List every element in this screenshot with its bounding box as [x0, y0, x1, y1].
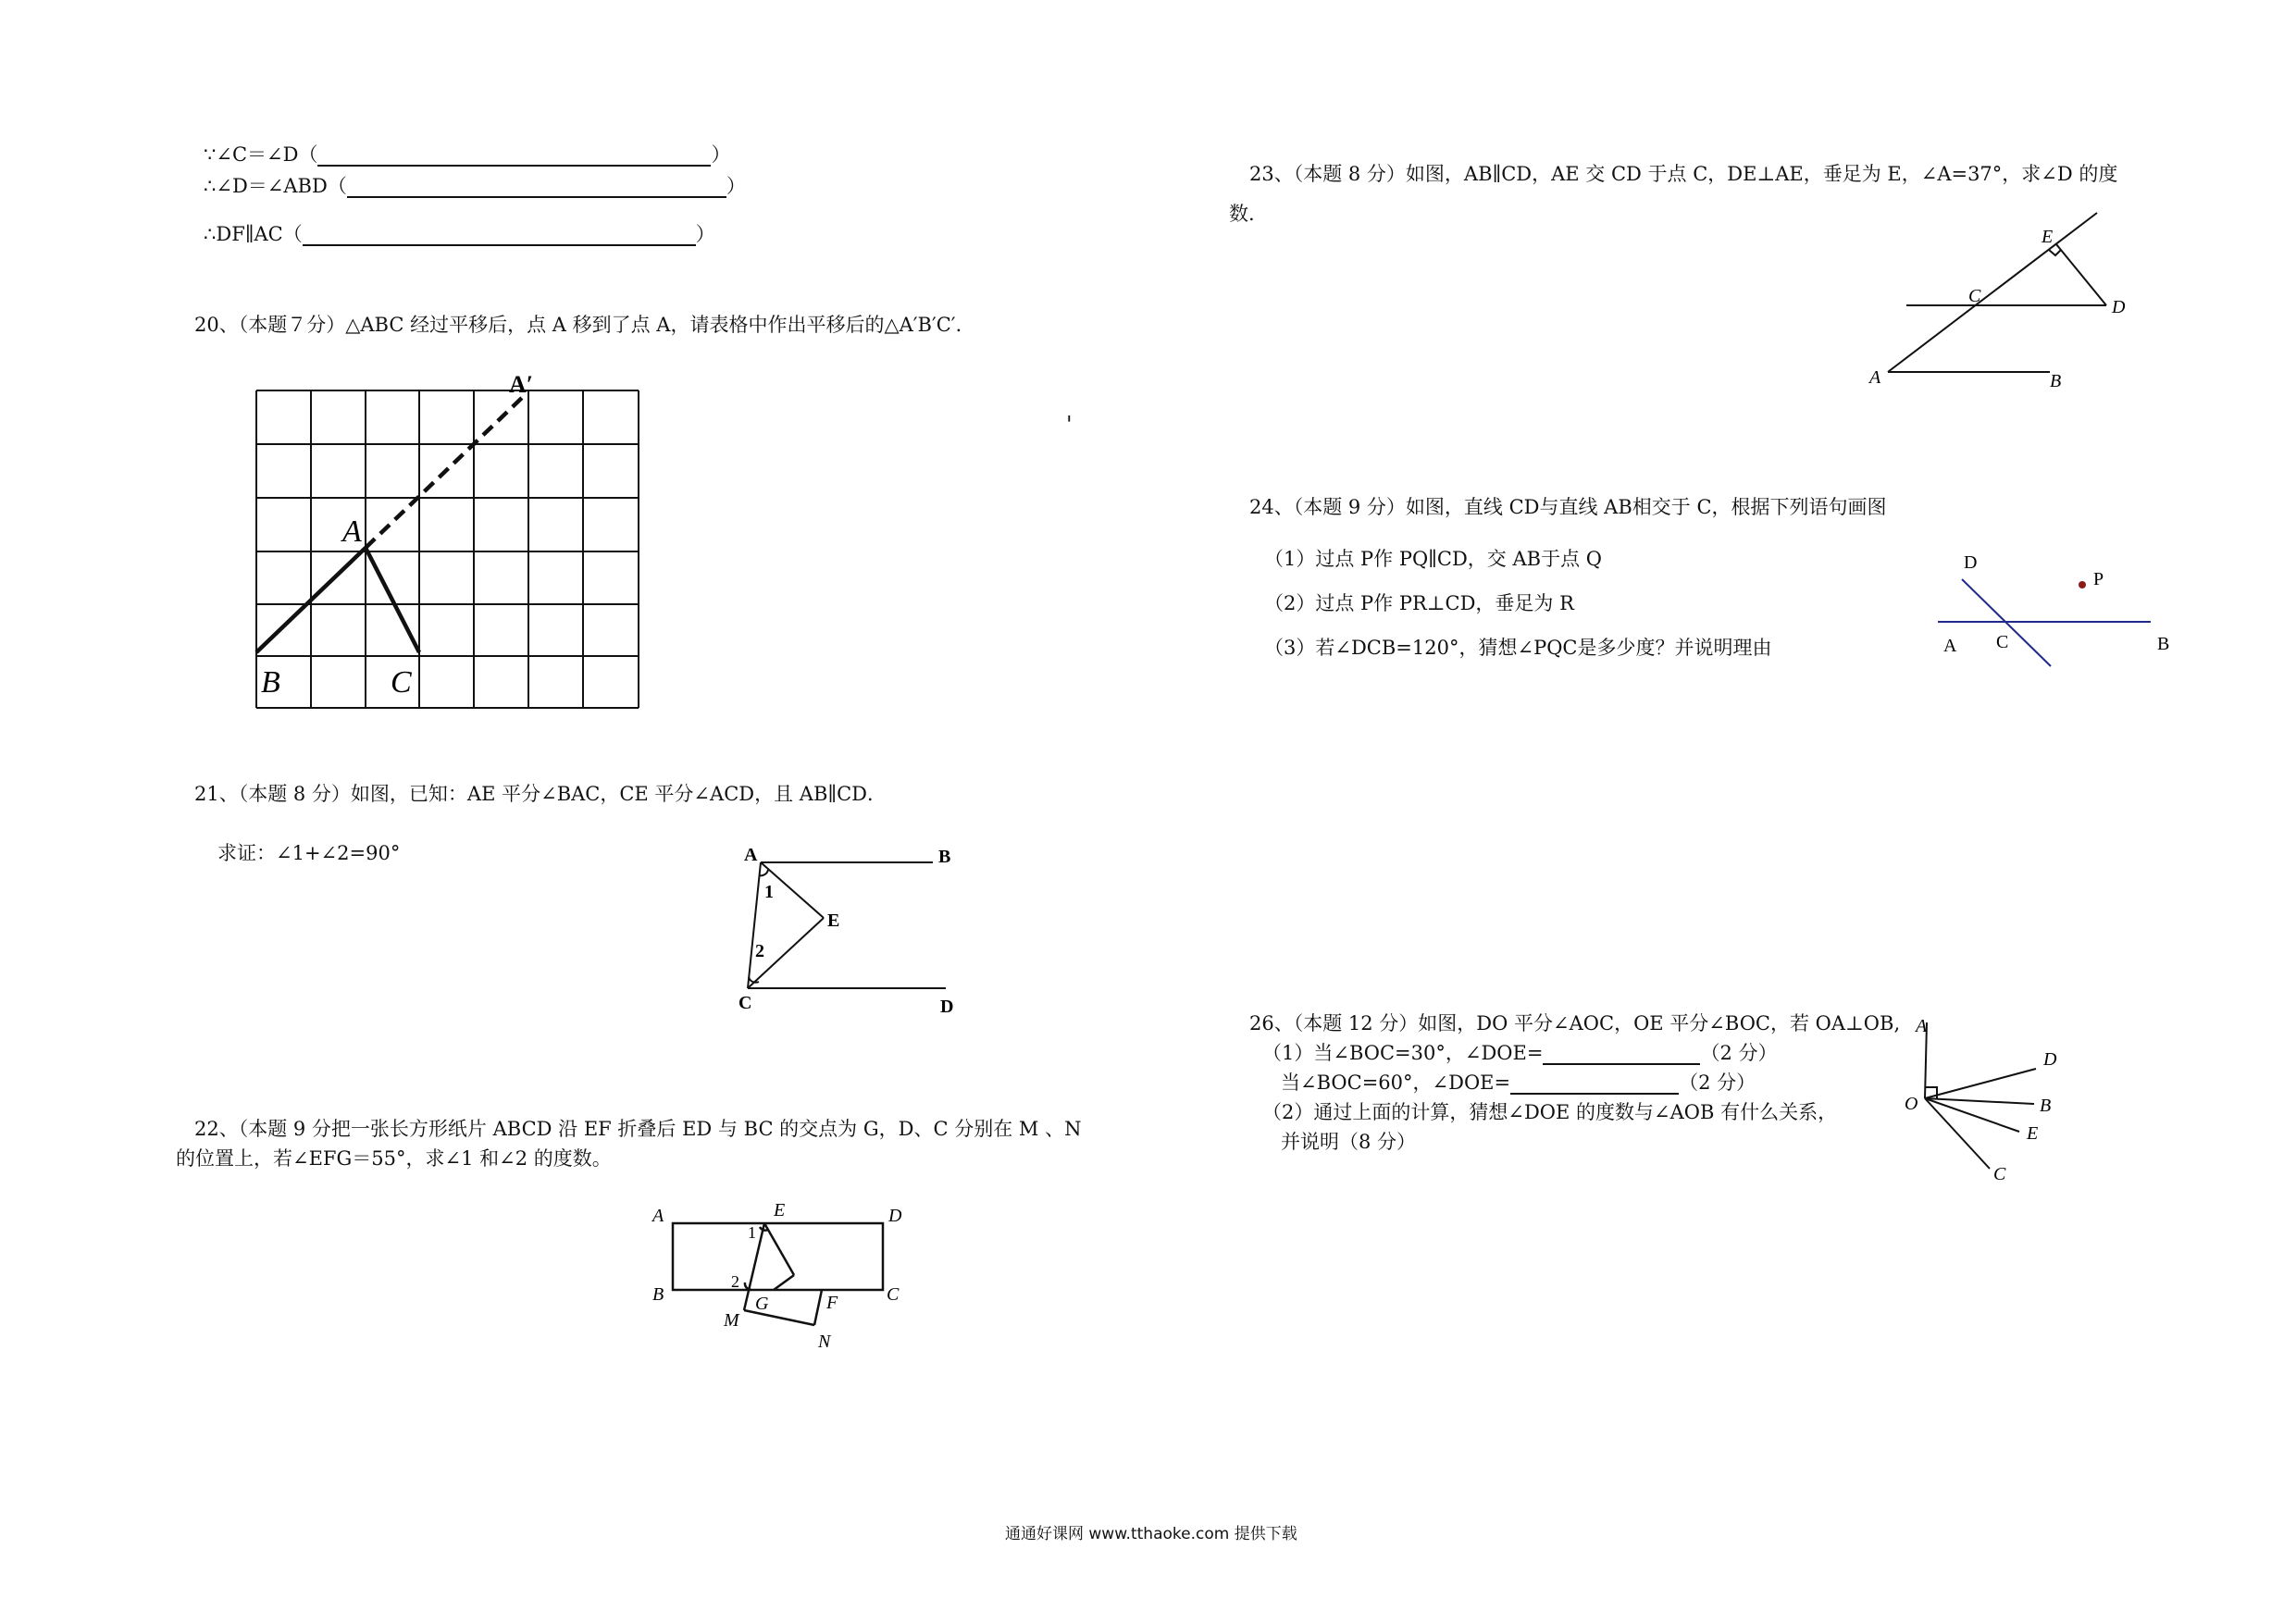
q19-line2: ∴∠D＝∠ABD（ ） — [204, 175, 746, 197]
label-A: A — [342, 514, 362, 549]
q26-figure — [1897, 1013, 2082, 1189]
q23-figure — [1851, 204, 2128, 398]
q22-label-F: F — [826, 1293, 838, 1313]
q23-line1: 23、（本题 8 分）如图，AB∥CD，AE 交 CD 于点 C，DE⊥AE，垂足为 E，∠A=37°，求∠D 的度 — [1249, 163, 2118, 185]
q22-label-2: 2 — [731, 1272, 739, 1291]
q23-label-E: E — [2042, 227, 2054, 247]
q21-label-D: D — [940, 997, 954, 1017]
q26-blank1[interactable] — [1543, 1063, 1700, 1065]
q22-label-C: C — [887, 1284, 900, 1305]
q26-label-A: A — [1916, 1016, 1928, 1036]
stray-mark: ' — [1066, 412, 1073, 438]
q21-label-E: E — [827, 911, 840, 931]
q26-blank2[interactable] — [1510, 1093, 1679, 1095]
q21-prove: 求证：∠1+∠2=90° — [217, 842, 401, 864]
q19-line3: ∴DF∥AC（ ） — [204, 223, 715, 245]
q23-label-A: A — [1869, 367, 1881, 388]
q22-label-A: A — [652, 1206, 664, 1226]
q22-line2: 的位置上，若∠EFG＝55°，求∠1 和∠2 的度数。 — [176, 1147, 612, 1170]
q22-label-1: 1 — [748, 1223, 756, 1242]
q22-label-B: B — [652, 1284, 664, 1305]
q19-blank3[interactable] — [303, 244, 696, 246]
q26-label-C: C — [1993, 1164, 2006, 1184]
q26-label-E: E — [2027, 1123, 2039, 1144]
q26-text: 26、（本题 12 分）如图，DO 平分∠AOC，OE 平分∠BOC，若 OA⊥OB, — [1249, 1012, 1901, 1035]
q26-label-B: B — [2040, 1096, 2052, 1116]
q22-figure — [639, 1194, 916, 1360]
q24-item2: （2）过点 P作 PR⊥CD，垂足为 R — [1264, 592, 1574, 614]
q24-label-B: B — [2157, 634, 2170, 654]
q21-figure — [731, 842, 972, 1027]
segment-AC — [366, 548, 419, 652]
q22-label-D: D — [888, 1206, 902, 1226]
q19-blank1[interactable] — [317, 165, 711, 167]
q23-line2: 数. — [1229, 203, 1255, 225]
q26-item2: （2）通过上面的计算，猜想∠DOE 的度数与∠AOB 有什么关系， — [1262, 1101, 1838, 1123]
q19-blank2[interactable] — [347, 196, 726, 198]
translation-dashed-line — [366, 396, 524, 548]
q23-label-D: D — [2112, 297, 2126, 317]
q21-label-1: 1 — [764, 882, 774, 902]
label-C: C — [391, 665, 412, 700]
q26-label-D: D — [2043, 1049, 2057, 1070]
q24-item1: （1）过点 P作 PQ∥CD，交 AB于点 Q — [1264, 548, 1602, 570]
q26-item1c: 当∠BOC=60°，∠DOE= （2 分） — [1281, 1072, 1756, 1094]
point-P — [2079, 581, 2086, 588]
q21-label-2: 2 — [755, 941, 764, 961]
q22-label-G: G — [755, 1294, 769, 1314]
q21-label-B: B — [938, 847, 951, 867]
q24-text: 24、（本题 9 分）如图，直线 CD与直线 AB相交于 C，根据下列语句画图 — [1249, 496, 1887, 518]
rectangle-ABCD — [673, 1223, 883, 1290]
q24-label-A: A — [1943, 636, 1957, 656]
q21-text: 21、（本题 8 分）如图，已知：AE 平分∠BAC，CE 平分∠ACD，且 AB∥CD． — [194, 783, 887, 805]
grid-lines — [256, 390, 639, 708]
q20-text: 20、（本题７分）△ABC 经过平移后，点 A 移到了点 A，请表格中作出平移后的△A′B′C′． — [194, 314, 975, 336]
q24-item3: （3）若∠DCB=120°，猜想∠PQC是多少度？并说明理由 — [1264, 637, 1772, 659]
q24-label-C: C — [1996, 632, 2009, 652]
label-B: B — [261, 665, 280, 700]
q20-grid-figure — [241, 370, 666, 722]
q21-label-C: C — [738, 993, 752, 1013]
label-A-prime: A′ — [509, 371, 534, 398]
q23-label-C: C — [1968, 286, 1981, 306]
footer-source: 通通好课网 www.tthaoke.com 提供下载 — [1005, 1525, 1297, 1543]
q23-label-B: B — [2050, 371, 2062, 391]
q22-label-N: N — [818, 1332, 831, 1352]
q26-label-O: O — [1905, 1094, 1918, 1114]
q22-line1: 22、（本题 9 分把一张长方形纸片 ABCD 沿 EF 折叠后 ED 与 BC 的交点为 G，D、C 分别在 M 、N — [194, 1118, 1082, 1140]
q19-line1: ∵∠C＝∠D（ ） — [204, 143, 731, 166]
q22-label-M: M — [724, 1310, 739, 1331]
q22-label-E: E — [774, 1200, 786, 1220]
q24-figure — [1925, 546, 2184, 675]
q26-item2b: 并说明（8 分） — [1281, 1131, 1417, 1153]
q21-label-A: A — [744, 845, 758, 865]
q24-label-D: D — [1964, 552, 1978, 573]
q26-item1: （1）当∠BOC=30°，∠DOE= （2 分） — [1262, 1042, 1778, 1064]
q24-label-P: P — [2093, 569, 2104, 589]
